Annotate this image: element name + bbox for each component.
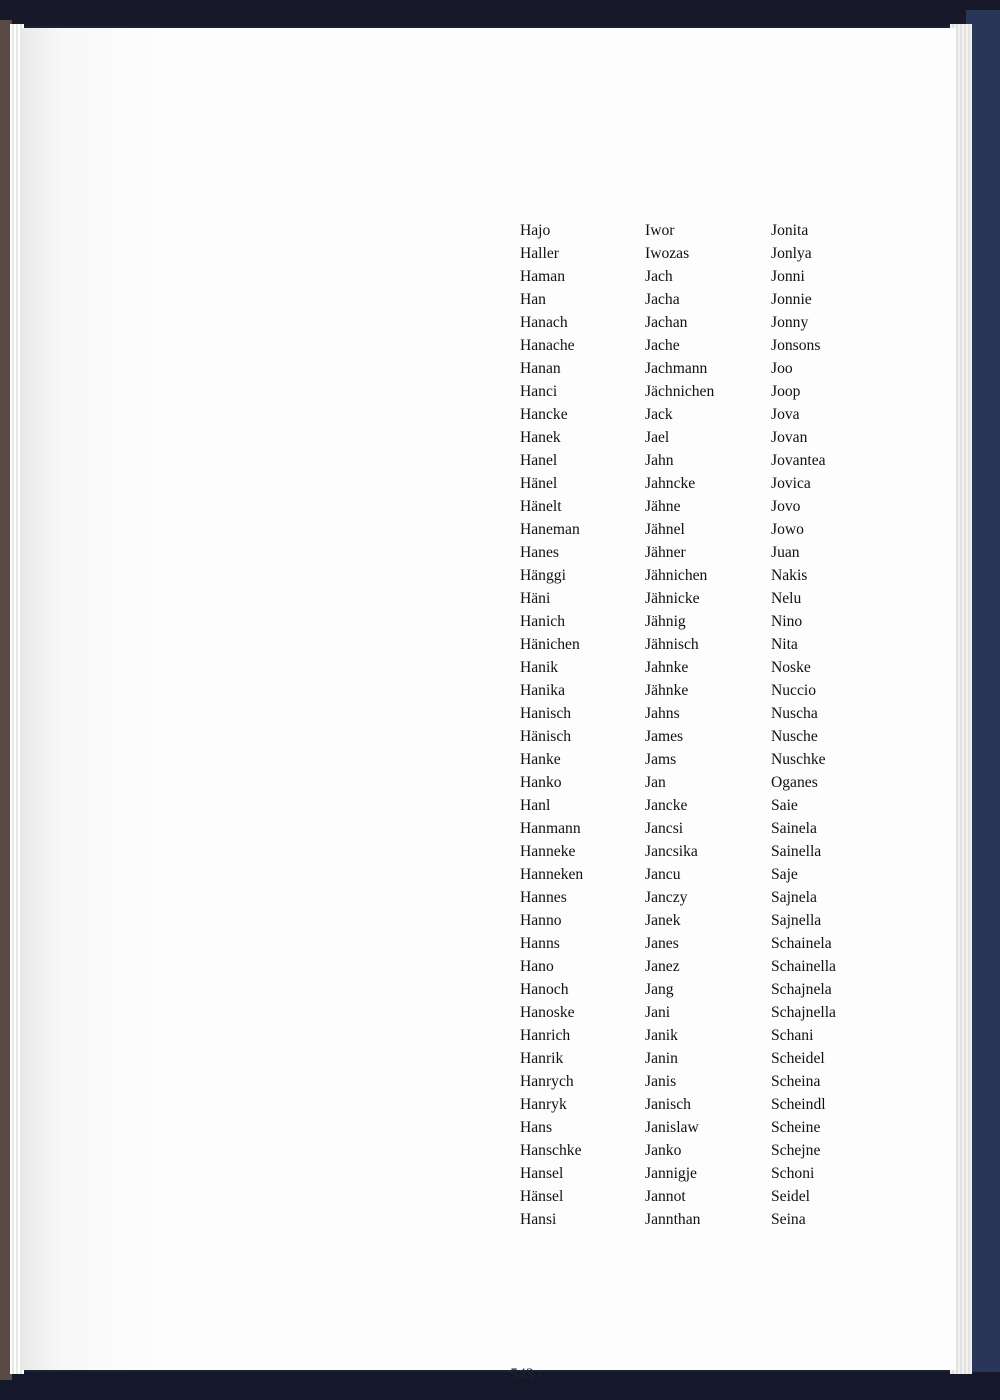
name-entry: Jähnisch	[645, 636, 699, 653]
name-entry: Nusche	[771, 728, 818, 745]
name-entry: Jachmann	[645, 360, 708, 377]
name-entry: Nuscha	[771, 705, 818, 722]
name-entry: Jonnie	[771, 291, 812, 308]
name-entry: Hänichen	[520, 636, 580, 653]
name-entry: Jahn	[645, 452, 674, 469]
name-entry: Jan	[645, 774, 666, 791]
name-entry: Jonlya	[771, 245, 812, 262]
name-entry: Häni	[520, 590, 551, 607]
name-entry: Jack	[645, 406, 673, 423]
name-entry: Jacha	[645, 291, 680, 308]
name-entry: Sainella	[771, 843, 822, 860]
name-entry: Hanrich	[520, 1027, 571, 1044]
name-entry: Nita	[771, 636, 798, 653]
name-entry: Janislaw	[645, 1119, 699, 1136]
name-entry: Hanneke	[520, 843, 576, 860]
name-entry: Hanneken	[520, 866, 584, 883]
name-entry: Han	[520, 291, 546, 308]
name-entry: Jähnke	[645, 682, 689, 699]
name-entry: Nuccio	[771, 682, 817, 699]
name-entry: Seidel	[771, 1188, 810, 1205]
name-entry: Jovantea	[771, 452, 826, 469]
name-entry: Jonita	[771, 222, 809, 239]
name-entry: Schani	[771, 1027, 814, 1044]
name-entry: Schajnella	[771, 1004, 836, 1021]
name-entry: Janczy	[645, 889, 688, 906]
name-entry: Nino	[771, 613, 803, 630]
name-column-3	[771, 219, 836, 1231]
name-entry: Jani	[645, 1004, 671, 1021]
name-entry: Jähnicke	[645, 590, 700, 607]
name-entry: Oganes	[771, 774, 818, 791]
name-entry: Hanich	[520, 613, 566, 630]
name-entry: Jovica	[771, 475, 811, 492]
name-entry: Jonny	[771, 314, 809, 331]
name-entry: Sajnela	[771, 889, 817, 906]
name-entry: Sainela	[771, 820, 817, 837]
name-entry: Joo	[771, 360, 793, 377]
name-entry: Jache	[645, 337, 680, 354]
name-entry: Jael	[645, 429, 670, 446]
name-entry: Jähner	[645, 544, 686, 561]
name-entry: Hanke	[520, 751, 561, 768]
name-entry: Jova	[771, 406, 800, 423]
name-entry: Jannthan	[645, 1211, 701, 1228]
name-entry: Jahns	[645, 705, 680, 722]
name-entry: Hanache	[520, 337, 575, 354]
name-entry: Hänel	[520, 475, 558, 492]
name-entry: Hanach	[520, 314, 568, 331]
name-entry: Saje	[771, 866, 798, 883]
name-entry: Nelu	[771, 590, 802, 607]
name-entry: Seina	[771, 1211, 806, 1228]
name-entry: Jonsons	[771, 337, 821, 354]
name-entry: Hanes	[520, 544, 559, 561]
name-entry: James	[645, 728, 684, 745]
name-entry: Jähnichen	[645, 567, 708, 584]
name-entry: Jovo	[771, 498, 801, 515]
name-entry: Hansi	[520, 1211, 557, 1228]
name-entry: Hancke	[520, 406, 568, 423]
name-entry: Jancsika	[645, 843, 698, 860]
name-entry: Hänisch	[520, 728, 572, 745]
name-entry: Hanrik	[520, 1050, 564, 1067]
name-entry: Jannot	[645, 1188, 686, 1205]
name-entry: Janko	[645, 1142, 682, 1159]
name-entry: Janek	[645, 912, 681, 929]
name-entry: Schoni	[771, 1165, 815, 1182]
name-entry: Hanmann	[520, 820, 581, 837]
name-entry: Hanek	[520, 429, 561, 446]
name-entry: Sajnella	[771, 912, 822, 929]
name-entry: Janez	[645, 958, 680, 975]
name-entry: Iwor	[645, 222, 675, 239]
name-entry: Jowo	[771, 521, 804, 538]
name-entry: Hanrych	[520, 1073, 574, 1090]
name-entry: Scheine	[771, 1119, 821, 1136]
name-entry: Hanoch	[520, 981, 569, 998]
name-entry: Hanoske	[520, 1004, 575, 1021]
name-entry: Janik	[645, 1027, 678, 1044]
name-entry: Hanns	[520, 935, 560, 952]
name-entry: Schajnela	[771, 981, 832, 998]
name-entry: Noske	[771, 659, 811, 676]
name-entry: Janis	[645, 1073, 677, 1090]
name-entry: Janin	[645, 1050, 678, 1067]
name-entry: Joop	[771, 383, 801, 400]
name-entry: Hänggi	[520, 567, 566, 584]
name-column-2	[645, 219, 714, 1231]
name-entry: Janisch	[645, 1096, 691, 1113]
name-entry: Hans	[520, 1119, 553, 1136]
name-entry: Hannes	[520, 889, 567, 906]
name-entry: Jähnel	[645, 521, 685, 538]
name-entry: Haneman	[520, 521, 580, 538]
name-entry: Schejne	[771, 1142, 821, 1159]
name-entry: Schainella	[771, 958, 836, 975]
name-entry: Jovan	[771, 429, 808, 446]
name-entry: Haman	[520, 268, 566, 285]
name-entry: Scheidel	[771, 1050, 825, 1067]
name-entry: Hanika	[520, 682, 566, 699]
name-entry: Scheina	[771, 1073, 821, 1090]
name-entry: Saie	[771, 797, 798, 814]
name-entry: Jähne	[645, 498, 681, 515]
name-entry: Iwozas	[645, 245, 690, 262]
name-entry: Nakis	[771, 567, 808, 584]
name-entry: Hanik	[520, 659, 559, 676]
name-entry: Hanschke	[520, 1142, 582, 1159]
name-entry: Hanci	[520, 383, 558, 400]
name-entry: Jancsi	[645, 820, 684, 837]
name-entry: Jonni	[771, 268, 805, 285]
name-entry: Haller	[520, 245, 559, 262]
name-entry: Jancke	[645, 797, 688, 814]
name-entry: Jams	[645, 751, 677, 768]
name-entry: Scheindl	[771, 1096, 826, 1113]
book-cover-top	[0, 0, 1000, 26]
name-column-1	[520, 219, 583, 1231]
name-entry: Hanryk	[520, 1096, 567, 1113]
name-entry: Jancu	[645, 866, 681, 883]
name-entry: Jang	[645, 981, 674, 998]
name-entry: Hanisch	[520, 705, 572, 722]
name-entry: Jachan	[645, 314, 688, 331]
name-entry: Jahnke	[645, 659, 689, 676]
name-entry: Jächnichen	[645, 383, 715, 400]
book-page	[22, 28, 956, 1383]
name-entry: Jahncke	[645, 475, 696, 492]
name-entry: Hanno	[520, 912, 562, 929]
name-entry: Schainela	[771, 935, 832, 952]
name-entry: Hanl	[520, 797, 551, 814]
name-entry: Hänelt	[520, 498, 562, 515]
name-entry: Nuschke	[771, 751, 826, 768]
name-entry: Jannigje	[645, 1165, 697, 1182]
name-entry: Juan	[771, 544, 800, 561]
name-entry: Jähnig	[645, 613, 686, 630]
name-entry: Janes	[645, 935, 679, 952]
name-entry: Hano	[520, 958, 554, 975]
name-entry: Hanel	[520, 452, 558, 469]
name-entry: Hajo	[520, 222, 551, 239]
name-entry: Hansel	[520, 1165, 564, 1182]
name-entry: Hänsel	[520, 1188, 564, 1205]
name-entry: Jach	[645, 268, 673, 285]
name-entry: Hanan	[520, 360, 561, 377]
name-entry: Hanko	[520, 774, 562, 791]
page-number: - 543 -	[501, 1366, 543, 1383]
